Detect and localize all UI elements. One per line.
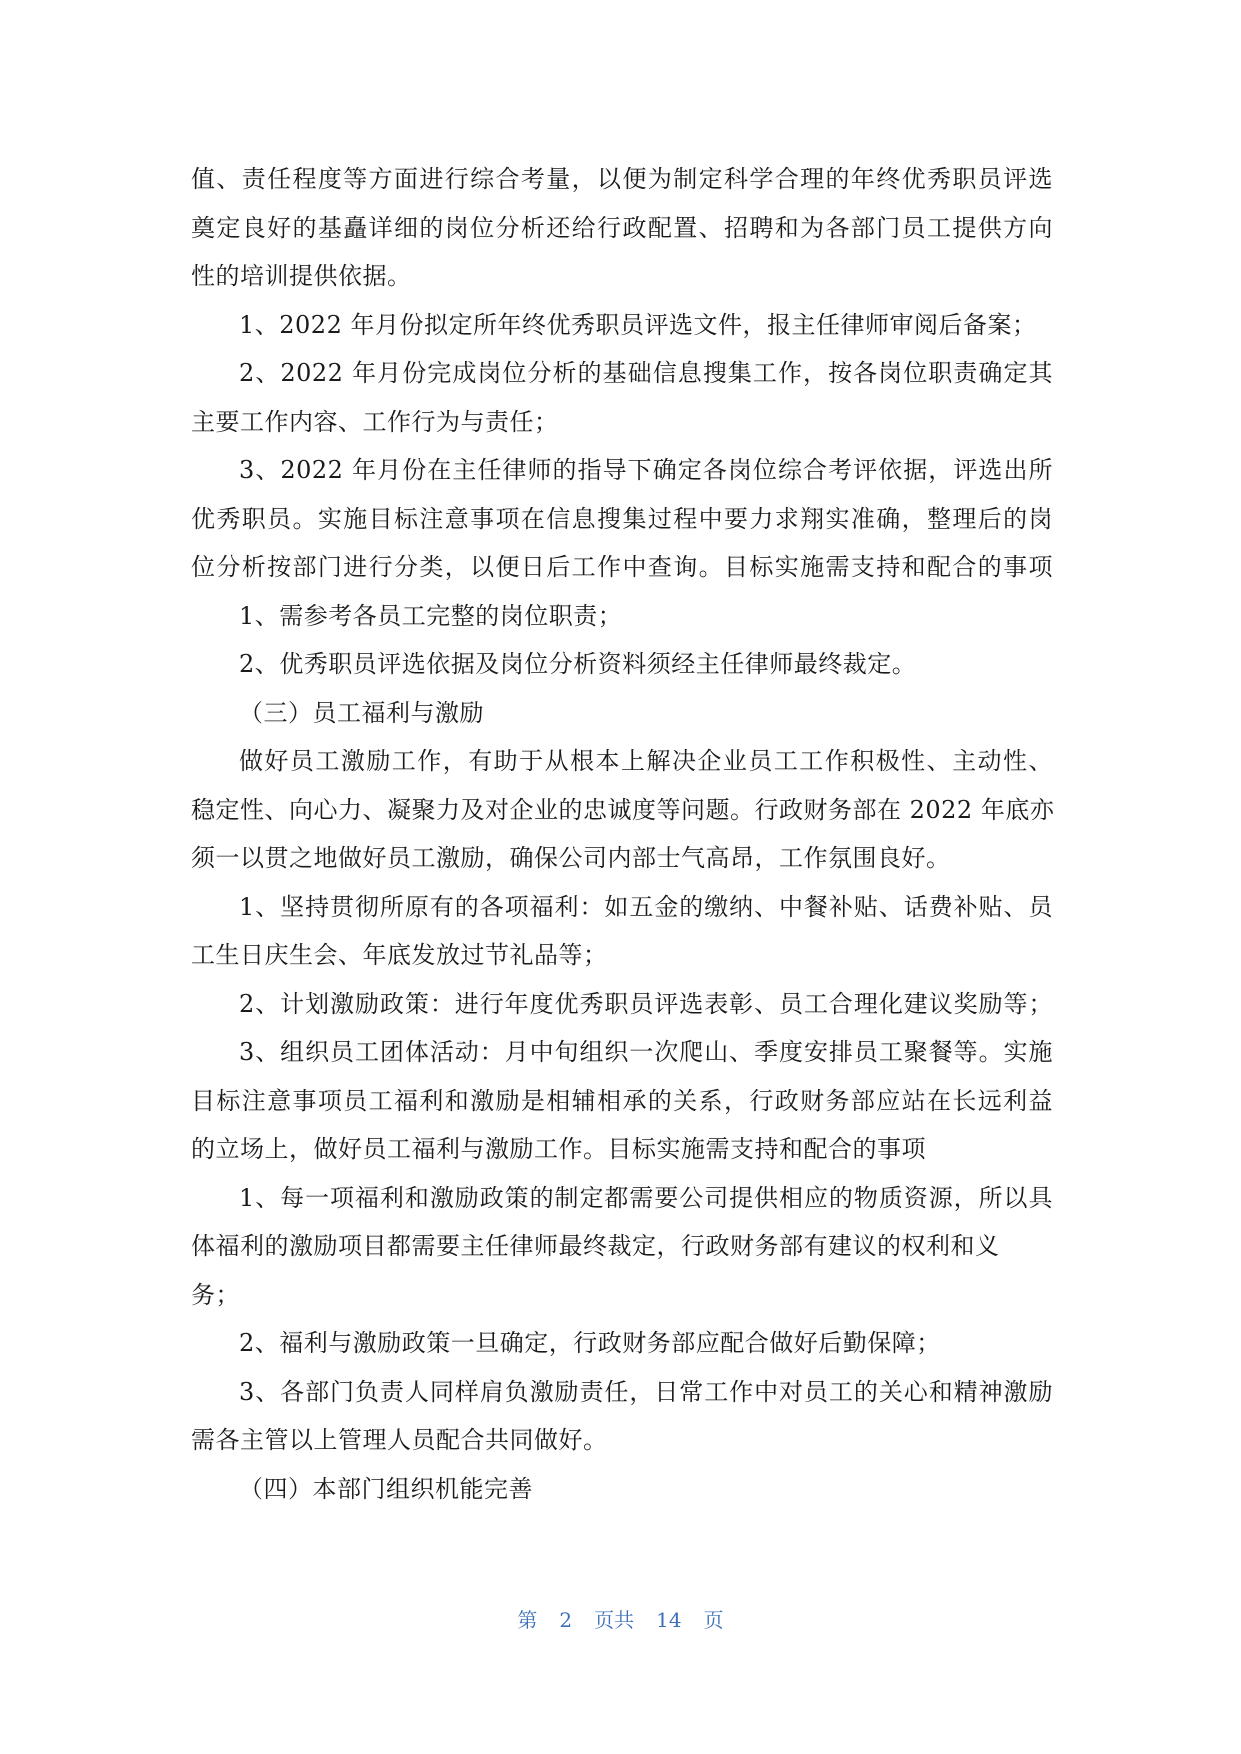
text-line: 目标注意事项员工福利和激励是相辅相承的关系，行政财务部应站在长远利益	[191, 1086, 1053, 1115]
footer-page-number: 2	[559, 1608, 573, 1632]
text-line: 务；	[191, 1280, 240, 1309]
text-line: （四）本部门组织机能完善	[239, 1474, 533, 1503]
text-line: 2、福利与激励政策一旦确定，行政财务部应配合做好后勤保障；	[239, 1329, 941, 1357]
text-line: 1、坚持贯彻所原有的各项福利：如五金的缴纳、中餐补贴、话费补贴、员	[239, 892, 1053, 921]
text-line: 3、组织员工团体活动：月中旬组织一次爬山、季度安排员工聚餐等。实施	[239, 1038, 1053, 1066]
text-line: 3、2022 年月份在主任律师的指导下确定各岗位综合考评依据，评选出所	[239, 456, 1053, 484]
document-body	[191, 155, 1053, 1513]
text-line: 2、2022 年月份完成岗位分析的基础信息搜集工作，按各岗位职责确定其	[239, 359, 1053, 387]
text-line: 奠定良好的基矗详细的岗位分析还给行政配置、招聘和为各部门员工提供方向	[191, 213, 1053, 242]
text-line: 做好员工激励工作，有助于从根本上解决企业员工工作积极性、主动性、	[239, 747, 1053, 775]
page-footer	[0, 1604, 1241, 1633]
text-line: （三）员工福利与激励	[239, 698, 484, 727]
text-line: 值、责任程度等方面进行综合考量，以便为制定科学合理的年终优秀职员评选	[191, 165, 1053, 193]
footer-suffix: 页	[703, 1608, 724, 1632]
text-line: 3、各部门负责人同样肩负激励责任，日常工作中对员工的关心和精神激励	[239, 1377, 1053, 1406]
text-line: 2、优秀职员评选依据及岗位分析资料须经主任律师最终裁定。	[239, 650, 917, 678]
text-line: 稳定性、向心力、凝聚力及对企业的忠诚度等问题。行政财务部在 2022 年底亦	[191, 795, 1055, 824]
footer-total-pages: 14	[656, 1608, 682, 1632]
text-line: 1、需参考各员工完整的岗位职责；	[239, 601, 623, 630]
text-line: 工生日庆生会、年底发放过节礼品等；	[191, 941, 608, 969]
text-line: 须一以贯之地做好员工激励，确保公司内部士气高昂，工作氛围良好。	[191, 844, 951, 872]
text-line: 的立场上，做好员工福利与激励工作。目标实施需支持和配合的事项	[191, 1135, 926, 1163]
footer-prefix: 第	[517, 1608, 538, 1632]
text-line: 体福利的激励项目都需要主任律师最终裁定，行政财务部有建议的权利和义	[191, 1232, 1000, 1260]
text-line: 2、计划激励政策：进行年度优秀职员评选表彰、员工合理化建议奖励等；	[239, 989, 1053, 1018]
text-line: 1、每一项福利和激励政策的制定都需要公司提供相应的物质资源，所以具	[239, 1183, 1053, 1212]
text-line: 需各主管以上管理人员配合共同做好。	[191, 1426, 608, 1454]
text-line: 性的培训提供依据。	[191, 262, 412, 290]
text-line: 主要工作内容、工作行为与责任；	[191, 407, 559, 436]
text-line: 1、2022 年月份拟定所年终优秀职员评选文件，报主任律师审阅后备案；	[239, 310, 1037, 339]
text-line: 位分析按部门进行分类，以便日后工作中查询。目标实施需支持和配合的事项	[191, 553, 1053, 581]
text-line: 优秀职员。实施目标注意事项在信息搜集过程中要力求翔实准确，整理后的岗	[191, 504, 1053, 533]
footer-middle: 页共	[594, 1608, 635, 1632]
